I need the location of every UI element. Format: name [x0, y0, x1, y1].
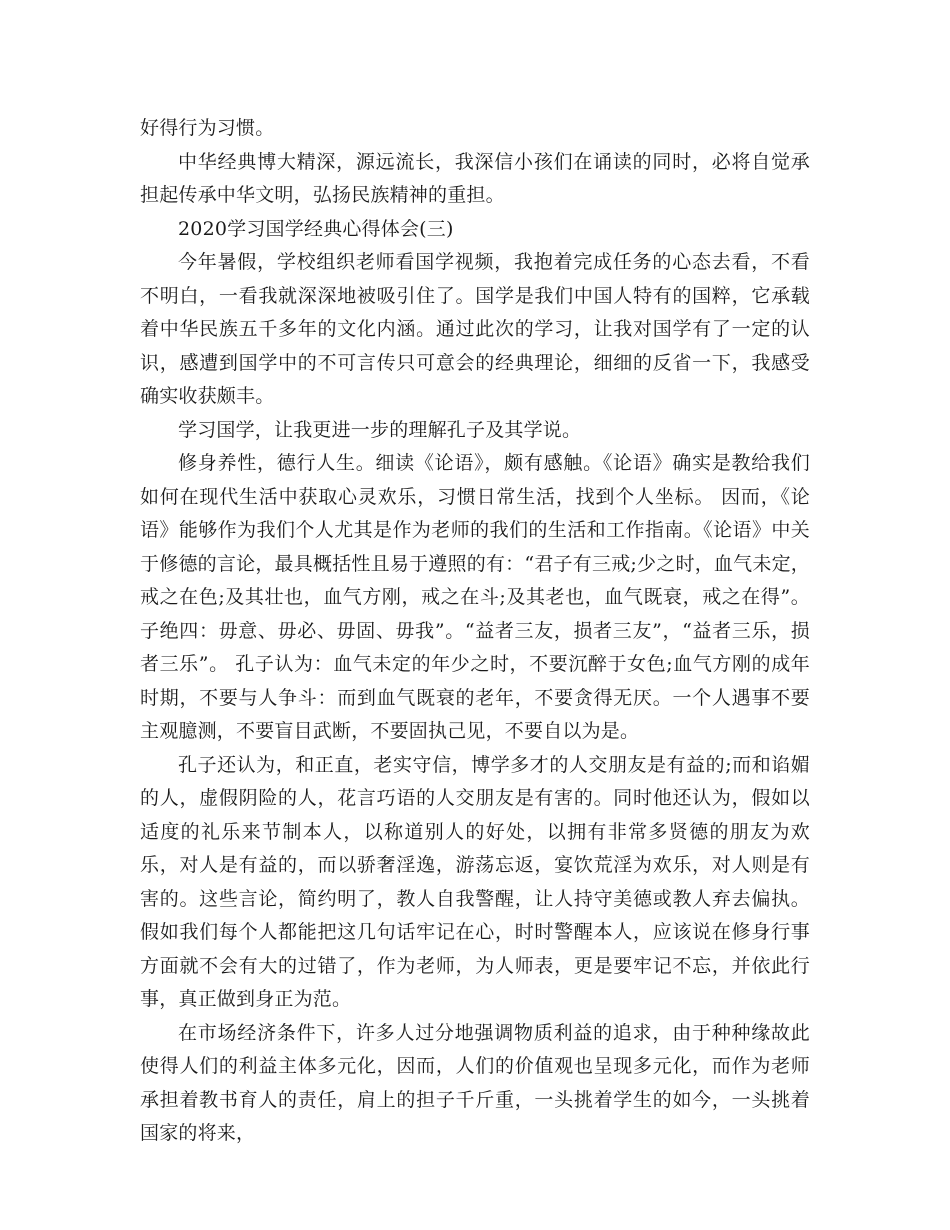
paragraph-confucius-intro: 学习国学，让我更进一步的理解孔子及其学说。 [178, 418, 582, 441]
paragraph-friends: 孔子还认为，和正直，老实守信，博学多才的人交朋友是有益的;而和谄媚的人，虚假阴险的人，花言巧语的人交朋友是有害的。同时他还认为，假如以适度的礼乐来节制本人，以称道别人的好处，以拥有非常多贤德的朋友为欢乐，对人是有益的，而以骄奢淫逸，游荡忘返，宴饮荒淫为欢乐，对人则是有害的。这些言论，简约明了，教人自我警醒，让人持守美德或教人弃去偏执。假如我们每个人都能把这几句话牢记在心，时时警醒本人，应该说在修身行事方面就不会有大的过错了，作为老师，为人师表，更是要牢记不忘，并依此行事，真正做到身正为范。 [140, 753, 810, 1010]
paragraph-continuation: 好得行为习惯。 [140, 117, 275, 139]
paragraph-analects: 修身养性，德行人生。细读《论语》，颇有感触。《论语》确实是教给我们如何在现代生活中获取心灵欢乐，习惯日常生活，找到个人坐标。 因而，《论语》能够作为我们个人尤其是作为老师的我们的生活和工作指南。《论语》中关于修德的言论，最具概括性且易于遵照的有：“君子有三戒;少之时，血气未定，戒之在色;及其壮也，血气方刚，戒之在斗;及其老也，血气既衰，戒之在得”。 子绝四：毋意、毋必、毋固、毋我”。“益者三友，损者三友”，“益者三乐，损者三乐”。 孔子认为：血气未定的年少之时，不要沉醉于女色;血气方刚的成年时期，不要与人争斗：而到血气既衰的老年，不要贪得无厌。一个人遇事不要主观臆测，不要盲目武断，不要固执己见，不要自以为是。 [140, 452, 810, 742]
paragraph-summer-video: 今年暑假，学校组织老师看国学视频，我抱着完成任务的心态去看，不看不明白，一看我就深深地被吸引住了。国学是我们中国人特有的国粹，它承载着中华民族五千多年的文化内涵。通过此次的学习，让我对国学有了一定的认识，感遭到国学中的不可言传只可意会的经典理论，细细的反省一下，我感受确实收获颇丰。 [140, 251, 810, 407]
paragraph-market-economy: 在市场经济条件下，许多人过分地强调物质利益的追求，由于种种缘故此使得人们的利益主体多元化，因而，人们的价值观也呈现多元化，而作为老师承担着教书育人的责任，肩上的担子千斤重，一头挑着学生的如今，一头挑着国家的将来， [140, 1021, 810, 1144]
section-heading: 2020学习国学经典心得体会(三) [178, 217, 454, 240]
paragraph-classics: 中华经典博大精深，源远流长，我深信小孩们在诵读的同时，必将自觉承担起传承中华文明，弘扬民族精神的重担。 [140, 150, 810, 206]
